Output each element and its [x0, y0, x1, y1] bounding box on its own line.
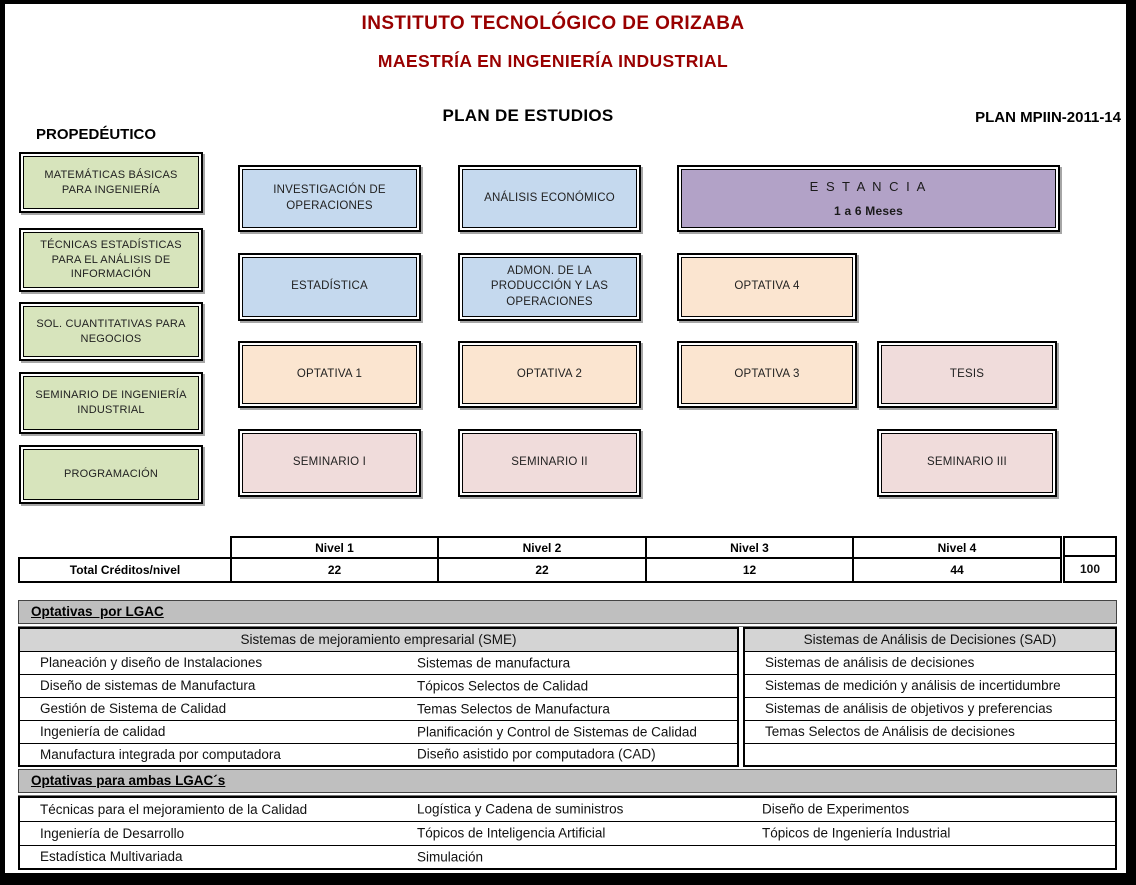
course-box-seminario-1: SEMINARIO I: [238, 429, 421, 497]
sme-table: [18, 627, 739, 767]
credits-level-header: Nivel 3: [646, 537, 853, 558]
both-cell-b: Simulación: [417, 849, 484, 865]
course-box-sol-cuantitativas: SOL. CUANTITATIVAS PARA NEGOCIOS: [19, 302, 203, 361]
both-row: [19, 797, 1116, 821]
estancia-title: E S T A N C I A: [809, 178, 928, 194]
sme-cell-a: Planeación y diseño de Instalaciones: [40, 655, 263, 670]
credits-row-label: Total Créditos/nivel: [19, 558, 231, 582]
credits-table: [18, 536, 1062, 583]
course-box-admon-produccion: ADMON. DE LA PRODUCCIÓN Y LAS OPERACIONES: [458, 253, 641, 321]
credits-level-header: Nivel 1: [231, 537, 438, 558]
credits-blank-cell: [19, 537, 231, 558]
course-box-estancia: [677, 165, 1060, 232]
sad-header: Sistemas de Análisis de Decisiones (SAD): [744, 628, 1116, 651]
course-box-optativa-3: OPTATIVA 3: [677, 341, 857, 408]
course-box-optativa-1: OPTATIVA 1: [238, 341, 421, 408]
plan-code: PLAN MPIIN-2011-14: [975, 109, 1121, 126]
course-box-programacion: PROGRAMACIÓN: [19, 445, 203, 504]
both-lgac-section-bar: [18, 769, 1117, 793]
sme-row: [19, 674, 738, 697]
course-box-tesis: TESIS: [877, 341, 1057, 408]
credits-value: 44: [853, 558, 1061, 582]
sme-cell-a: Ingeniería de calidad: [40, 724, 166, 739]
sad-row: Sistemas de análisis de objetivos y preferencias: [744, 697, 1116, 720]
estancia-duration: 1 a 6 Meses: [834, 204, 903, 219]
sme-cell-a: Diseño de sistemas de Manufactura: [40, 678, 256, 693]
both-lgac-table: [18, 796, 1117, 870]
sme-header: Sistemas de mejoramiento empresarial (SME): [19, 628, 738, 651]
credits-value: 22: [231, 558, 438, 582]
course-box-matematicas-basicas: MATEMÁTICAS BÁSICAS PARA INGENIERÍA: [19, 152, 203, 213]
both-row: [19, 845, 1116, 869]
sad-row: Sistemas de análisis de decisiones: [744, 651, 1116, 674]
course-box-seminario-2: SEMINARIO II: [458, 429, 641, 497]
sme-row: [19, 697, 738, 720]
sme-cell-a: Gestión de Sistema de Calidad: [40, 701, 227, 716]
credits-values-row: [19, 558, 1061, 582]
sme-cell-b: Temas Selectos de Manufactura: [417, 701, 610, 716]
both-lgac-section-title: Optativas para ambas LGAC´s: [31, 773, 226, 788]
both-cell-b: Tópicos de Inteligencia Artificial: [417, 825, 606, 841]
lgac-section-title: Optativas por LGAC: [31, 604, 164, 619]
both-cell-a: Estadística Multivariada: [40, 849, 183, 865]
sme-cell-b: Diseño asistido por computadora (CAD): [417, 746, 656, 762]
course-box-seminario-3: SEMINARIO III: [877, 429, 1057, 497]
sad-row: Sistemas de medición y análisis de incertidumbre: [744, 674, 1116, 697]
total-credits-empty-cell: [1065, 538, 1115, 557]
course-box-investigacion-operaciones: INVESTIGACIÓN DE OPERACIONES: [238, 165, 421, 232]
sad-row: Temas Selectos de Análisis de decisiones: [744, 720, 1116, 743]
credits-value: 12: [646, 558, 853, 582]
course-box-optativa-2: OPTATIVA 2: [458, 341, 641, 408]
total-credits-box: [1063, 536, 1117, 583]
total-credits-value: 100: [1079, 562, 1101, 576]
course-box-estadistica: ESTADÍSTICA: [238, 253, 421, 321]
sme-row: [19, 651, 738, 674]
program-title: MAESTRÍA EN INGENIERÍA INDUSTRIAL: [377, 51, 729, 71]
sme-cell-b: Sistemas de manufactura: [417, 655, 571, 670]
both-cell-c: Tópicos de Ingeniería Industrial: [762, 825, 951, 841]
sme-cell-b: Tópicos Selectos de Calidad: [417, 678, 589, 693]
sad-row: [744, 743, 1116, 766]
sme-row: [19, 743, 738, 766]
both-row: [19, 821, 1116, 845]
credits-value: 22: [438, 558, 646, 582]
course-box-tecnicas-estadisticas: TÉCNICAS ESTADÍSTICAS PARA EL ANÁLISIS DE INFORMACIÓN: [19, 228, 203, 292]
course-box-optativa-4: OPTATIVA 4: [677, 253, 857, 321]
sme-row: [19, 720, 738, 743]
both-cell-c: Diseño de Experimentos: [762, 801, 910, 817]
sme-cell-b: Planificación y Control de Sistemas de Calidad: [417, 724, 697, 739]
sad-table: [743, 627, 1117, 767]
both-cell-b: Logística y Cadena de suministros: [417, 801, 624, 817]
course-box-seminario-ingenieria: SEMINARIO DE INGENIERÍA INDUSTRIAL: [19, 372, 203, 434]
plan-title: PLAN DE ESTUDIOS: [442, 106, 614, 125]
credits-level-header: Nivel 4: [853, 537, 1061, 558]
propedeutico-label: PROPEDÉUTICO: [36, 126, 157, 143]
sme-cell-a: Manufactura integrada por computadora: [40, 746, 281, 762]
institute-title: INSTITUTO TECNOLÓGICO DE ORIZABA: [361, 13, 745, 34]
both-cell-a: Ingeniería de Desarrollo: [40, 825, 185, 841]
credits-header-row: [19, 537, 1061, 558]
both-cell-a: Técnicas para el mejoramiento de la Calidad: [40, 801, 308, 817]
lgac-section-bar: [18, 600, 1117, 624]
credits-level-header: Nivel 2: [438, 537, 646, 558]
course-box-analisis-economico: ANÁLISIS ECONÓMICO: [458, 165, 641, 232]
